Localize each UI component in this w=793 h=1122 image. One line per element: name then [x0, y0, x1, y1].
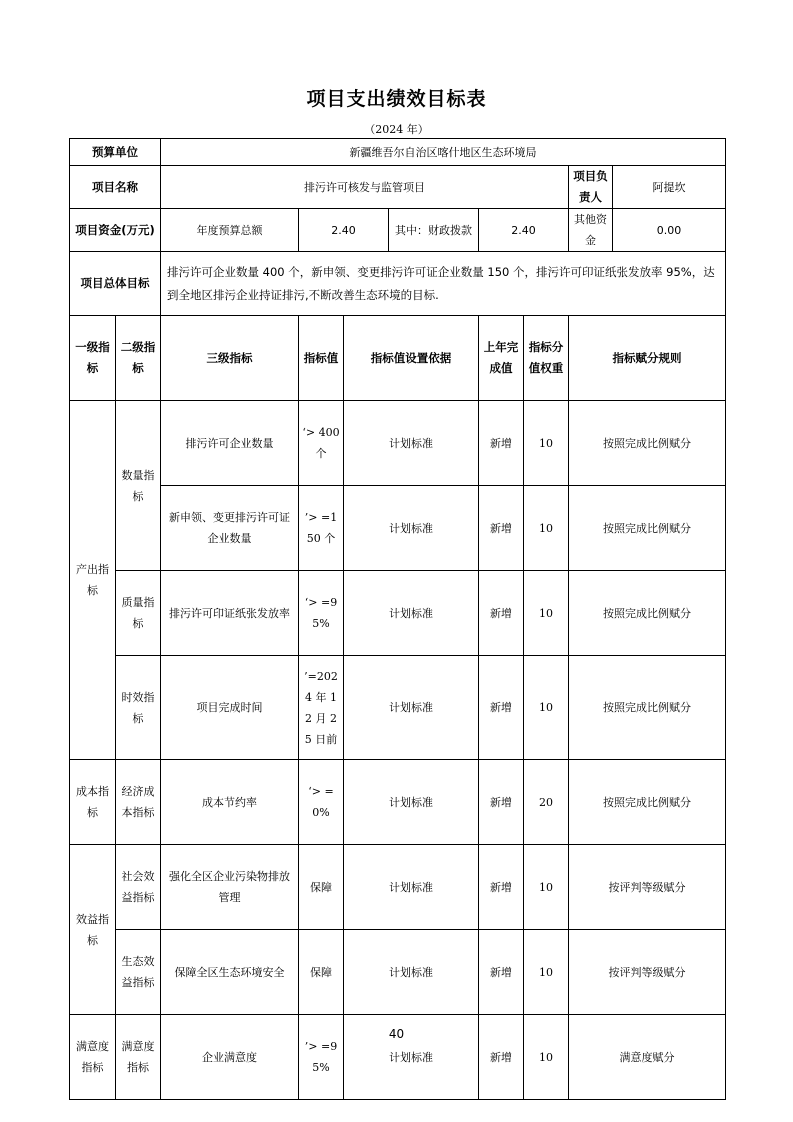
budget-unit-row	[70, 139, 726, 166]
last-year-cell: 新增	[479, 1015, 524, 1100]
column-header: 三级指标	[161, 316, 299, 401]
table-row	[70, 760, 726, 845]
table-row	[70, 845, 726, 930]
goal-label: 项目总体目标	[70, 252, 161, 316]
weight-cell: 10	[524, 486, 569, 571]
indicator-cell: 成本节约率	[161, 760, 299, 845]
budget-unit-label: 预算单位	[70, 139, 161, 166]
other-funds-label: 其他资金	[569, 209, 613, 252]
column-header: 指标分值权重	[524, 316, 569, 401]
table-row	[70, 656, 726, 760]
value-cell: ’> =150 个	[299, 486, 344, 571]
subgroup-cell: 时效指标	[116, 656, 161, 760]
last-year-cell: 新增	[479, 401, 524, 486]
rule-cell: 按照完成比例赋分	[569, 760, 726, 845]
last-year-cell: 新增	[479, 571, 524, 656]
value-cell: 保障	[299, 930, 344, 1015]
indicator-cell: 企业满意度	[161, 1015, 299, 1100]
last-year-cell: 新增	[479, 845, 524, 930]
last-year-cell: 新增	[479, 930, 524, 1015]
group-cell: 效益指标	[70, 845, 116, 1015]
indicator-cell: 强化全区企业污染物排放管理	[161, 845, 299, 930]
group-cell: 满意度指标	[70, 1015, 116, 1100]
funds-row	[70, 209, 726, 252]
value-cell: ‘> 400 个	[299, 401, 344, 486]
funds-label: 项目资金(万元)	[70, 209, 161, 252]
project-name-row	[70, 166, 726, 209]
rule-cell: 满意度赋分	[569, 1015, 726, 1100]
basis-cell: 计划标准	[344, 571, 479, 656]
year-label: （2024 年）	[364, 123, 429, 136]
rule-cell: 按照完成比例赋分	[569, 571, 726, 656]
indicator-cell: 排污许可企业数量	[161, 401, 299, 486]
fiscal-label: 其中：财政拨款	[389, 209, 479, 252]
goal-text: 排污许可企业数量 400 个，新申领、变更排污许可证企业数量 150 个，排污许可印证纸张发放率 95%，达到全地区排污企业持证排污,不断改善生态环境的目标.	[161, 252, 726, 316]
project-name-value: 排污许可核发与监管项目	[161, 166, 569, 209]
table-row	[70, 486, 726, 571]
table-row	[70, 930, 726, 1015]
subgroup-cell: 满意度指标	[116, 1015, 161, 1100]
annual-budget-value: 2.40	[299, 209, 389, 252]
table-row	[70, 401, 726, 486]
last-year-cell: 新增	[479, 486, 524, 571]
basis-cell: 计划标准	[344, 760, 479, 845]
table-row	[70, 571, 726, 656]
annual-budget-label: 年度预算总额	[161, 209, 299, 252]
value-cell: ’=2024 年 12 月 25 日前	[299, 656, 344, 760]
column-header: 指标赋分规则	[569, 316, 726, 401]
rule-cell: 按照完成比例赋分	[569, 486, 726, 571]
subgroup-cell: 经济成本指标	[116, 760, 161, 845]
basis-cell: 计划标准	[344, 486, 479, 571]
column-header-row	[70, 316, 726, 401]
page-title: 项目支出绩效目标表	[306, 88, 487, 110]
indicator-cell: 排污许可印证纸张发放率	[161, 571, 299, 656]
page-number: 40	[388, 1027, 405, 1041]
value-cell: ‘> =95%	[299, 571, 344, 656]
value-cell: 保障	[299, 845, 344, 930]
subgroup-cell: 质量指标	[116, 571, 161, 656]
weight-cell: 10	[524, 930, 569, 1015]
group-cell: 产出指标	[70, 401, 116, 760]
value-cell: ’> =95%	[299, 1015, 344, 1100]
weight-cell: 20	[524, 760, 569, 845]
weight-cell: 10	[524, 401, 569, 486]
goal-row	[70, 252, 726, 316]
column-header: 二级指标	[116, 316, 161, 401]
indicator-cell: 项目完成时间	[161, 656, 299, 760]
basis-cell: 计划标准	[344, 656, 479, 760]
rule-cell: 按评判等级赋分	[569, 845, 726, 930]
column-header: 指标值设置依据	[344, 316, 479, 401]
indicator-cell: 新申领、变更排污许可证企业数量	[161, 486, 299, 571]
rule-cell: 按照完成比例赋分	[569, 401, 726, 486]
project-name-label: 项目名称	[70, 166, 161, 209]
basis-cell: 计划标准	[344, 401, 479, 486]
fiscal-value: 2.40	[479, 209, 569, 252]
weight-cell: 10	[524, 656, 569, 760]
rule-cell: 按照完成比例赋分	[569, 656, 726, 760]
basis-cell: 计划标准	[344, 930, 479, 1015]
column-header: 指标值	[299, 316, 344, 401]
subgroup-cell: 社会效益指标	[116, 845, 161, 930]
last-year-cell: 新增	[479, 760, 524, 845]
weight-cell: 10	[524, 1015, 569, 1100]
column-header: 一级指标	[70, 316, 116, 401]
value-cell: ‘> =0%	[299, 760, 344, 845]
group-cell: 成本指标	[70, 760, 116, 845]
basis-cell: 计划标准	[344, 1015, 479, 1100]
weight-cell: 10	[524, 845, 569, 930]
budget-unit-value: 新疆维吾尔自治区喀什地区生态环境局	[161, 139, 726, 166]
indicator-cell: 保障全区生态环境安全	[161, 930, 299, 1015]
column-header: 上年完成值	[479, 316, 524, 401]
project-owner-value: 阿提坎	[613, 166, 726, 209]
basis-cell: 计划标准	[344, 845, 479, 930]
rule-cell: 按评判等级赋分	[569, 930, 726, 1015]
other-funds-value: 0.00	[613, 209, 726, 252]
weight-cell: 10	[524, 571, 569, 656]
performance-table	[69, 138, 726, 1100]
subgroup-cell: 数量指标	[116, 401, 161, 571]
project-owner-label: 项目负责人	[569, 166, 613, 209]
last-year-cell: 新增	[479, 656, 524, 760]
subgroup-cell: 生态效益指标	[116, 930, 161, 1015]
